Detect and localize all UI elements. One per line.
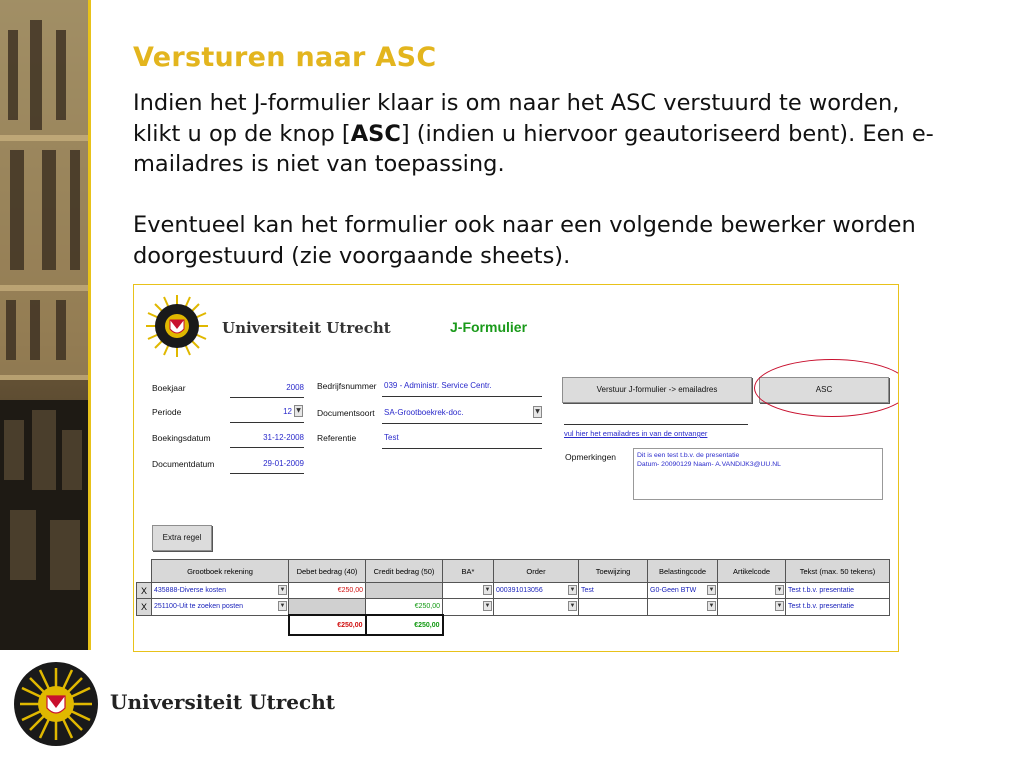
chevron-down-icon[interactable]: ▼ [279,587,286,593]
cell-order[interactable]: 000391013056 ▼ [494,583,579,599]
label-periode: Periode [152,407,182,417]
booking-lines-table [136,559,890,636]
dom-tower-photo [0,0,90,650]
cell-tekst[interactable]: Test t.b.v. presentatie [786,599,890,616]
cell-toewijzing[interactable]: Test [579,583,648,599]
chevron-down-icon[interactable]: ▼ [776,603,783,609]
cell-grootboek[interactable]: 435888-Diverse kosten ▼ [152,583,289,599]
cell-debet[interactable]: €250,00 [289,583,366,599]
paragraph-forward: Eventueel kan het formulier ook naar een volgende bewerker worden doorgestuurd (zie voorgaande sheets). [133,212,916,269]
university-seal-icon [12,660,100,748]
column-header: Order [494,560,579,583]
label-documentdatum: Documentdatum [152,459,215,469]
column-header: Artikelcode [718,560,786,583]
input-documentdatum[interactable]: 29-01-2009 [263,459,304,468]
chevron-down-icon[interactable]: ▼ [484,603,491,609]
footer-university-name: Universiteit Utrecht [110,690,335,714]
j-formulier-screenshot [133,284,899,652]
total-debet: €250,00 [289,615,366,635]
chevron-down-icon[interactable]: ▼ [484,587,491,593]
column-header: Grootboek rekening [152,560,289,583]
label-bedrijfsnummer: Bedrijfsnummer [317,381,377,391]
label-opmerkingen: Opmerkingen [565,452,617,462]
cell-credit [366,583,443,599]
input-bedrijfsnummer[interactable]: 039 - Administr. Service Centr. [384,381,492,390]
slide-title: Versturen naar ASC [133,42,437,73]
column-header: BA* [443,560,494,583]
label-documentsoort: Documentsoort [317,408,375,418]
cell-debet [289,599,366,616]
org-name: Universiteit Utrecht [222,319,391,337]
form-title: J-Formulier [450,319,528,335]
university-seal-icon [144,293,210,359]
cell-belastingcode[interactable] [648,599,718,616]
label-referentie: Referentie [317,433,357,443]
column-header: Belastingcode [648,560,718,583]
chevron-down-icon[interactable]: ▼ [708,587,715,593]
input-referentie[interactable]: Test [384,433,399,442]
cell-ba[interactable] [443,583,494,599]
cell-ba[interactable] [443,599,494,616]
gold-accent-stripe [88,0,91,650]
column-header: Debet bedrag (40) [289,560,366,583]
highlight-ellipse [754,359,899,417]
total-credit: €250,00 [366,615,443,635]
column-header: Toewijzing [579,560,648,583]
label-boekjaar: Boekjaar [152,383,186,393]
select-periode[interactable]: 12 [283,407,292,416]
email-recipient-link[interactable]: vul hier het emailadres in van de ontvanger [564,429,708,438]
delete-row-button[interactable]: X [137,599,152,616]
cell-toewijzing[interactable] [579,599,648,616]
label-boekingsdatum: Boekingsdatum [152,433,211,443]
chevron-down-icon[interactable]: ▼ [294,405,303,417]
chevron-down-icon[interactable]: ▼ [569,587,576,593]
column-header: Credit bedrag (50) [366,560,443,583]
table-header-row [137,560,890,583]
asc-emphasis: ASC [350,120,401,147]
cell-credit[interactable]: €250,00 [366,599,443,616]
select-documentsoort[interactable]: SA-Grootboekrek-doc. [384,408,464,417]
totals-row [137,615,890,635]
extra-regel-button[interactable]: Extra regel [152,525,212,551]
table-row [137,583,890,599]
chevron-down-icon[interactable]: ▼ [776,587,783,593]
cell-grootboek[interactable]: 251100-Uit te zoeken posten ▼ [152,599,289,616]
input-boekjaar[interactable]: 2008 [286,383,304,392]
column-header: Tekst (max. 50 tekens) [786,560,890,583]
cell-artikelcode[interactable] [718,583,786,599]
input-boekingsdatum[interactable]: 31-12-2008 [263,433,304,442]
table-row [137,599,890,616]
opmerkingen-textarea[interactable]: Dit is een test t.b.v. de presentatie Datum- 20090129 Naam- A.VANDIJK3@UU.NL [633,448,883,500]
chevron-down-icon[interactable]: ▼ [708,603,715,609]
delete-row-button[interactable]: X [137,583,152,599]
asc-button[interactable]: ASC [759,377,889,403]
cell-belastingcode[interactable]: G0-Geen BTW ▼ [648,583,718,599]
paragraph-instructions: Indien het J-formulier klaar is om naar het ASC verstuurd te worden, klikt u op de knop [ASC] (indien u hiervoor geautoriseerd bent). Een e-mailadres is niet van toepassing. [133,90,934,177]
chevron-down-icon[interactable]: ▼ [279,603,286,609]
cell-artikelcode[interactable] [718,599,786,616]
chevron-down-icon[interactable]: ▼ [533,406,542,418]
cell-order[interactable] [494,599,579,616]
chevron-down-icon[interactable]: ▼ [569,603,576,609]
cell-tekst[interactable]: Test t.b.v. presentatie [786,583,890,599]
verstuur-emailadres-button[interactable]: Verstuur J-formulier -> emailadres [562,377,752,403]
